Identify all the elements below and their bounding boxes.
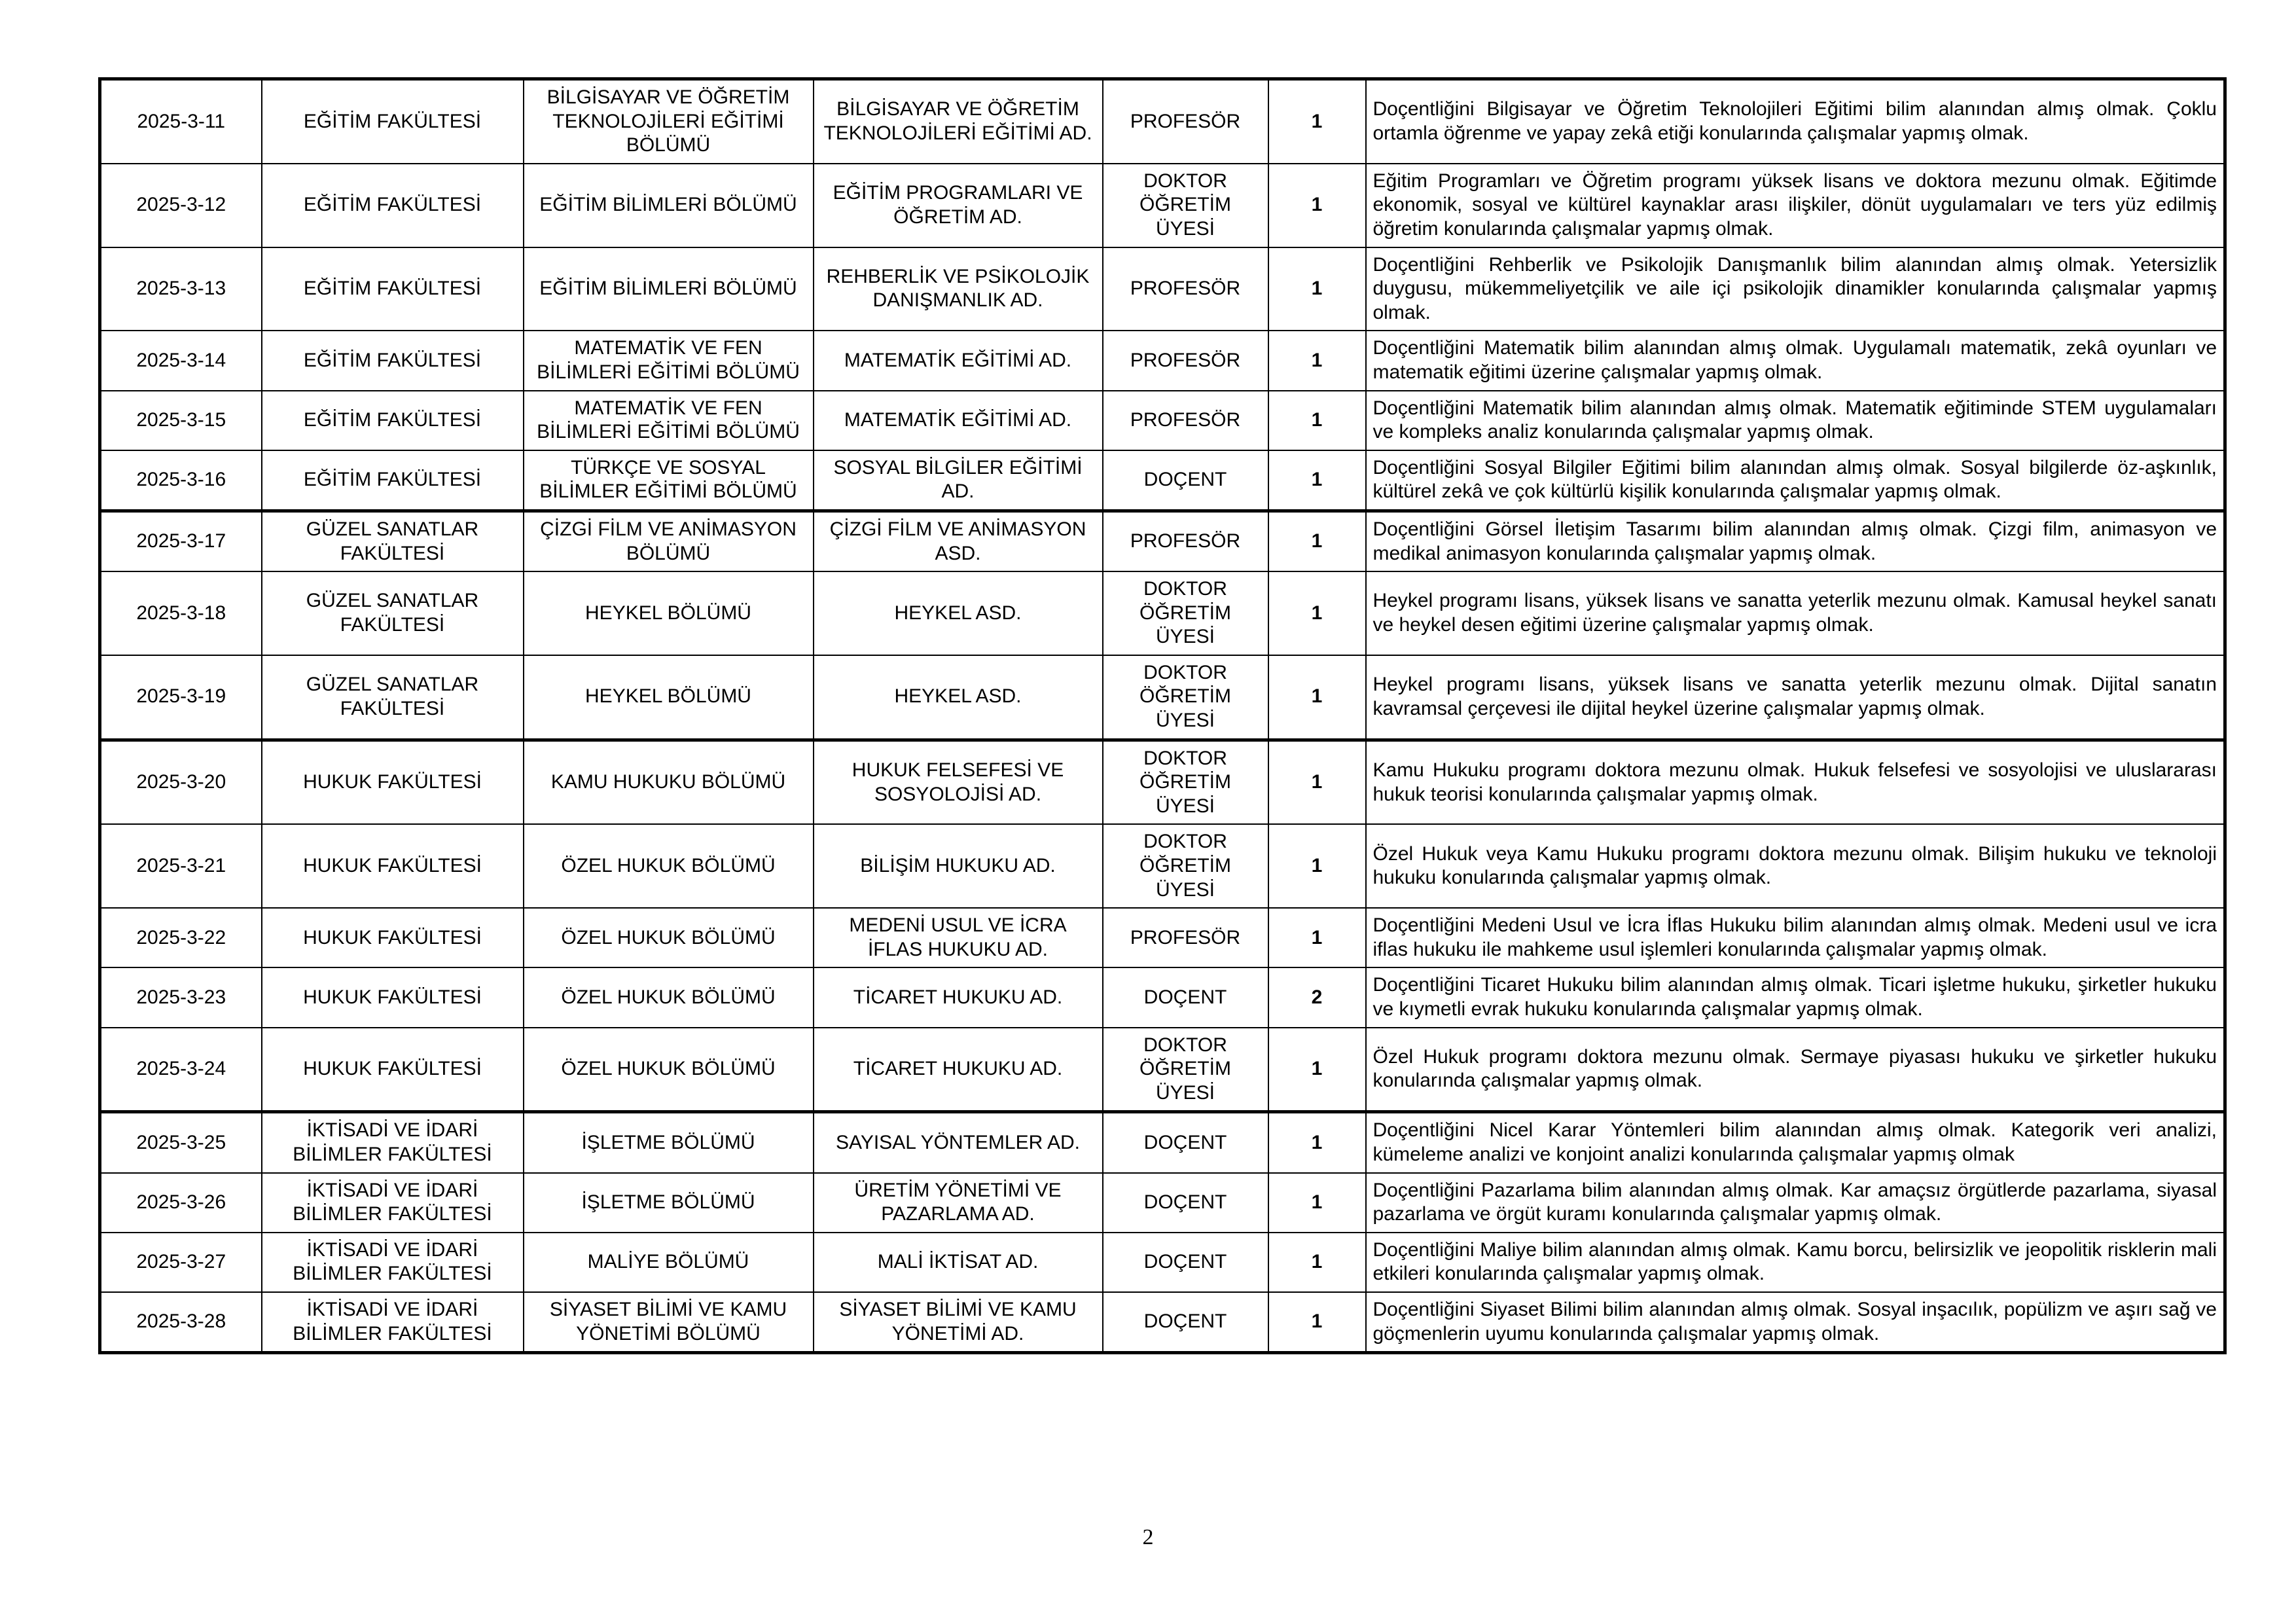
cell-bolum: İŞLETME BÖLÜMÜ bbox=[524, 1112, 814, 1173]
cell-anabilim-dali: HEYKEL ASD. bbox=[814, 571, 1103, 655]
cell-unvan: PROFESÖR bbox=[1103, 908, 1268, 967]
cell-adet: 1 bbox=[1268, 391, 1366, 450]
cell-ilan-kodu: 2025-3-19 bbox=[100, 655, 262, 740]
cell-adet: 1 bbox=[1268, 655, 1366, 740]
cell-unvan: DOÇENT bbox=[1103, 1173, 1268, 1233]
cell-aciklama: Doçentliğini Görsel İletişim Tasarımı bilim alanından almış olmak. Çizgi film, animasyon ve medikal animasyon konularında çalışmalar yapmış olmak. bbox=[1366, 511, 2225, 571]
cell-aciklama: Heykel programı lisans, yüksek lisans ve sanatta yeterlik mezunu olmak. Dijital sanatın kavramsal çerçevesi ile dijital heykel üzerine çalışmalar yapmış olmak. bbox=[1366, 655, 2225, 740]
cell-aciklama: Doçentliğini Sosyal Bilgiler Eğitimi bilim alanından almış olmak. Sosyal bilgilerde öz-aşkınlık, kültürel zekâ ve çok kültürlü kişilik konularında çalışmalar yapmış olmak. bbox=[1366, 450, 2225, 511]
table-row bbox=[100, 450, 2225, 511]
cell-anabilim-dali: EĞİTİM PROGRAMLARI VE ÖĞRETİM AD. bbox=[814, 164, 1103, 247]
cell-ilan-kodu: 2025-3-22 bbox=[100, 908, 262, 967]
cell-adet: 1 bbox=[1268, 450, 1366, 511]
cell-unvan: DOKTOR ÖĞRETİM ÜYESİ bbox=[1103, 1028, 1268, 1112]
cell-ilan-kodu: 2025-3-11 bbox=[100, 79, 262, 164]
cell-bolum: TÜRKÇE VE SOSYAL BİLİMLER EĞİTİMİ BÖLÜMÜ bbox=[524, 450, 814, 511]
cell-fakulte: EĞİTİM FAKÜLTESİ bbox=[262, 331, 524, 390]
cell-anabilim-dali: REHBERLİK VE PSİKOLOJİK DANIŞMANLIK AD. bbox=[814, 247, 1103, 331]
cell-ilan-kodu: 2025-3-21 bbox=[100, 824, 262, 908]
cell-ilan-kodu: 2025-3-12 bbox=[100, 164, 262, 247]
cell-aciklama: Doçentliğini Bilgisayar ve Öğretim Teknolojileri Eğitimi bilim alanından almış olmak. Çoklu ortamla öğrenme ve yapay zekâ etiği konularında çalışmalar yapmış olmak. bbox=[1366, 79, 2225, 164]
cell-adet: 1 bbox=[1268, 1173, 1366, 1233]
cell-ilan-kodu: 2025-3-15 bbox=[100, 391, 262, 450]
table-row bbox=[100, 1292, 2225, 1353]
cell-fakulte: İKTİSADİ VE İDARİ BİLİMLER FAKÜLTESİ bbox=[262, 1173, 524, 1233]
cell-ilan-kodu: 2025-3-28 bbox=[100, 1292, 262, 1353]
cell-anabilim-dali: TİCARET HUKUKU AD. bbox=[814, 967, 1103, 1027]
cell-bolum: ÖZEL HUKUK BÖLÜMÜ bbox=[524, 967, 814, 1027]
cell-adet: 2 bbox=[1268, 967, 1366, 1027]
cell-unvan: PROFESÖR bbox=[1103, 331, 1268, 390]
cell-aciklama: Doçentliğini Matematik bilim alanından almış olmak. Matematik eğitiminde STEM uygulamaları ve kompleks analiz konularında çalışmalar yapmış olmak. bbox=[1366, 391, 2225, 450]
cell-unvan: PROFESÖR bbox=[1103, 247, 1268, 331]
table-body bbox=[100, 79, 2225, 1353]
cell-anabilim-dali: ÜRETİM YÖNETİMİ VE PAZARLAMA AD. bbox=[814, 1173, 1103, 1233]
cell-unvan: DOKTOR ÖĞRETİM ÜYESİ bbox=[1103, 655, 1268, 740]
cell-adet: 1 bbox=[1268, 164, 1366, 247]
table-row bbox=[100, 655, 2225, 740]
cell-unvan: DOKTOR ÖĞRETİM ÜYESİ bbox=[1103, 824, 1268, 908]
cell-anabilim-dali: SAYISAL YÖNTEMLER AD. bbox=[814, 1112, 1103, 1173]
cell-unvan: DOÇENT bbox=[1103, 450, 1268, 511]
table-row bbox=[100, 1173, 2225, 1233]
cell-bolum: MATEMATİK VE FEN BİLİMLERİ EĞİTİMİ BÖLÜMÜ bbox=[524, 331, 814, 390]
cell-bolum: HEYKEL BÖLÜMÜ bbox=[524, 571, 814, 655]
cell-anabilim-dali: SİYASET BİLİMİ VE KAMU YÖNETİMİ AD. bbox=[814, 1292, 1103, 1353]
cell-bolum: MATEMATİK VE FEN BİLİMLERİ EĞİTİMİ BÖLÜMÜ bbox=[524, 391, 814, 450]
cell-bolum: ÇİZGİ FİLM VE ANİMASYON BÖLÜMÜ bbox=[524, 511, 814, 571]
cell-fakulte: EĞİTİM FAKÜLTESİ bbox=[262, 450, 524, 511]
cell-ilan-kodu: 2025-3-23 bbox=[100, 967, 262, 1027]
cell-anabilim-dali: MATEMATİK EĞİTİMİ AD. bbox=[814, 331, 1103, 390]
cell-aciklama: Doçentliğini Matematik bilim alanından almış olmak. Uygulamalı matematik, zekâ oyunları ve matematik eğitimi üzerine çalışmalar yapmış olmak. bbox=[1366, 331, 2225, 390]
cell-fakulte: HUKUK FAKÜLTESİ bbox=[262, 824, 524, 908]
cell-adet: 1 bbox=[1268, 740, 1366, 824]
cell-adet: 1 bbox=[1268, 511, 1366, 571]
cell-adet: 1 bbox=[1268, 79, 1366, 164]
cell-adet: 1 bbox=[1268, 1028, 1366, 1112]
cell-aciklama: Doçentliğini Nicel Karar Yöntemleri bilim alanından almış olmak. Kategorik veri analizi, kümeleme analizi ve konjoint analizi konularında çalışmalar yapmış olmak bbox=[1366, 1112, 2225, 1173]
cell-fakulte: EĞİTİM FAKÜLTESİ bbox=[262, 391, 524, 450]
cell-aciklama: Doçentliğini Medeni Usul ve İcra İflas Hukuku bilim alanından almış olmak. Medeni usul ve icra iflas hukuku ile mahkeme usul işlemleri konularında çalışmalar yapmış olmak. bbox=[1366, 908, 2225, 967]
cell-anabilim-dali: SOSYAL BİLGİLER EĞİTİMİ AD. bbox=[814, 450, 1103, 511]
cell-aciklama: Doçentliğini Pazarlama bilim alanından almış olmak. Kar amaçsız örgütlerde pazarlama, siyasal pazarlama ve örgüt kuramı konularında çalışmalar yapmış olmak. bbox=[1366, 1173, 2225, 1233]
cell-aciklama: Doçentliğini Rehberlik ve Psikolojik Danışmanlık bilim alanından almış olmak. Yetersizlik duygusu, mükemmeliyetçilik ve aile içi psikolojik dinamikler konularında çalışmalar yapmış olmak. bbox=[1366, 247, 2225, 331]
cell-anabilim-dali: ÇİZGİ FİLM VE ANİMASYON ASD. bbox=[814, 511, 1103, 571]
cell-fakulte: EĞİTİM FAKÜLTESİ bbox=[262, 247, 524, 331]
cell-adet: 1 bbox=[1268, 908, 1366, 967]
cell-fakulte: İKTİSADİ VE İDARİ BİLİMLER FAKÜLTESİ bbox=[262, 1233, 524, 1292]
cell-ilan-kodu: 2025-3-14 bbox=[100, 331, 262, 390]
cell-unvan: DOKTOR ÖĞRETİM ÜYESİ bbox=[1103, 740, 1268, 824]
cell-adet: 1 bbox=[1268, 1292, 1366, 1353]
cell-fakulte: GÜZEL SANATLAR FAKÜLTESİ bbox=[262, 655, 524, 740]
cell-unvan: PROFESÖR bbox=[1103, 391, 1268, 450]
cell-aciklama: Doçentliğini Ticaret Hukuku bilim alanından almış olmak. Ticari işletme hukuku, şirketler hukuku ve kıymetli evrak hukuku konularında çalışmalar yapmış olmak. bbox=[1366, 967, 2225, 1027]
table-row bbox=[100, 571, 2225, 655]
cell-unvan: PROFESÖR bbox=[1103, 511, 1268, 571]
cell-aciklama: Kamu Hukuku programı doktora mezunu olmak. Hukuk felsefesi ve sosyolojisi ve uluslararası hukuk teorisi konularında çalışmalar yapmış olmak. bbox=[1366, 740, 2225, 824]
cell-fakulte: HUKUK FAKÜLTESİ bbox=[262, 908, 524, 967]
cell-unvan: DOKTOR ÖĞRETİM ÜYESİ bbox=[1103, 571, 1268, 655]
cell-adet: 1 bbox=[1268, 331, 1366, 390]
cell-ilan-kodu: 2025-3-27 bbox=[100, 1233, 262, 1292]
cell-bolum: EĞİTİM BİLİMLERİ BÖLÜMÜ bbox=[524, 164, 814, 247]
cell-bolum: HEYKEL BÖLÜMÜ bbox=[524, 655, 814, 740]
cell-anabilim-dali: HEYKEL ASD. bbox=[814, 655, 1103, 740]
cell-fakulte: İKTİSADİ VE İDARİ BİLİMLER FAKÜLTESİ bbox=[262, 1292, 524, 1353]
cell-bolum: MALİYE BÖLÜMÜ bbox=[524, 1233, 814, 1292]
table-row bbox=[100, 1028, 2225, 1112]
cell-unvan: DOÇENT bbox=[1103, 1233, 1268, 1292]
cell-unvan: PROFESÖR bbox=[1103, 79, 1268, 164]
table-row bbox=[100, 391, 2225, 450]
table-row bbox=[100, 967, 2225, 1027]
table-row bbox=[100, 511, 2225, 571]
cell-fakulte: HUKUK FAKÜLTESİ bbox=[262, 1028, 524, 1112]
cell-anabilim-dali: MEDENİ USUL VE İCRA İFLAS HUKUKU AD. bbox=[814, 908, 1103, 967]
cell-adet: 1 bbox=[1268, 571, 1366, 655]
academic-positions-table bbox=[98, 77, 2227, 1354]
cell-ilan-kodu: 2025-3-16 bbox=[100, 450, 262, 511]
table-row bbox=[100, 740, 2225, 824]
table-row bbox=[100, 247, 2225, 331]
cell-bolum: ÖZEL HUKUK BÖLÜMÜ bbox=[524, 1028, 814, 1112]
cell-ilan-kodu: 2025-3-13 bbox=[100, 247, 262, 331]
cell-unvan: DOÇENT bbox=[1103, 1112, 1268, 1173]
cell-aciklama: Özel Hukuk veya Kamu Hukuku programı doktora mezunu olmak. Bilişim hukuku ve teknoloji hukuku konularında çalışmalar yapmış olmak. bbox=[1366, 824, 2225, 908]
cell-ilan-kodu: 2025-3-17 bbox=[100, 511, 262, 571]
cell-unvan: DOÇENT bbox=[1103, 967, 1268, 1027]
table-row bbox=[100, 164, 2225, 247]
cell-anabilim-dali: MALİ İKTİSAT AD. bbox=[814, 1233, 1103, 1292]
cell-ilan-kodu: 2025-3-25 bbox=[100, 1112, 262, 1173]
cell-unvan: DOÇENT bbox=[1103, 1292, 1268, 1353]
cell-fakulte: GÜZEL SANATLAR FAKÜLTESİ bbox=[262, 571, 524, 655]
cell-fakulte: İKTİSADİ VE İDARİ BİLİMLER FAKÜLTESİ bbox=[262, 1112, 524, 1173]
cell-anabilim-dali: HUKUK FELSEFESİ VE SOSYOLOJİSİ AD. bbox=[814, 740, 1103, 824]
cell-ilan-kodu: 2025-3-20 bbox=[100, 740, 262, 824]
cell-anabilim-dali: BİLİŞİM HUKUKU AD. bbox=[814, 824, 1103, 908]
cell-aciklama: Doçentliğini Maliye bilim alanından almış olmak. Kamu borcu, belirsizlik ve jeopolitik risklerin mali etkileri konularında çalışmalar yapmış olmak. bbox=[1366, 1233, 2225, 1292]
cell-bolum: İŞLETME BÖLÜMÜ bbox=[524, 1173, 814, 1233]
cell-ilan-kodu: 2025-3-18 bbox=[100, 571, 262, 655]
cell-bolum: SİYASET BİLİMİ VE KAMU YÖNETİMİ BÖLÜMÜ bbox=[524, 1292, 814, 1353]
cell-ilan-kodu: 2025-3-24 bbox=[100, 1028, 262, 1112]
table-row bbox=[100, 1112, 2225, 1173]
table-row bbox=[100, 1233, 2225, 1292]
cell-bolum: ÖZEL HUKUK BÖLÜMÜ bbox=[524, 908, 814, 967]
cell-aciklama: Özel Hukuk programı doktora mezunu olmak. Sermaye piyasası hukuku ve şirketler hukuku konularında çalışmalar yapmış olmak. bbox=[1366, 1028, 2225, 1112]
cell-adet: 1 bbox=[1268, 1112, 1366, 1173]
cell-anabilim-dali: MATEMATİK EĞİTİMİ AD. bbox=[814, 391, 1103, 450]
cell-fakulte: HUKUK FAKÜLTESİ bbox=[262, 740, 524, 824]
table-row bbox=[100, 331, 2225, 390]
cell-fakulte: EĞİTİM FAKÜLTESİ bbox=[262, 164, 524, 247]
table-row bbox=[100, 824, 2225, 908]
cell-aciklama: Doçentliğini Siyaset Bilimi bilim alanından almış olmak. Sosyal inşacılık, popülizm ve aşırı sağ ve göçmenlerin uyumu konularında çalışmalar yapmış olmak. bbox=[1366, 1292, 2225, 1353]
cell-aciklama: Eğitim Programları ve Öğretim programı yüksek lisans ve doktora mezunu olmak. Eğitimde ekonomik, sosyal ve kültürel kaynaklar arası ilişkiler, dönüt uygulamaları ve ters yüz edilmiş öğretim konularında çalışmalar yapmış olmak. bbox=[1366, 164, 2225, 247]
cell-bolum: ÖZEL HUKUK BÖLÜMÜ bbox=[524, 824, 814, 908]
cell-adet: 1 bbox=[1268, 824, 1366, 908]
cell-bolum: BİLGİSAYAR VE ÖĞRETİM TEKNOLOJİLERİ EĞİTİMİ BÖLÜMÜ bbox=[524, 79, 814, 164]
cell-unvan: DOKTOR ÖĞRETİM ÜYESİ bbox=[1103, 164, 1268, 247]
page-number: 2 bbox=[1142, 1525, 1154, 1549]
cell-fakulte: HUKUK FAKÜLTESİ bbox=[262, 967, 524, 1027]
cell-anabilim-dali: TİCARET HUKUKU AD. bbox=[814, 1028, 1103, 1112]
table-row bbox=[100, 79, 2225, 164]
cell-bolum: KAMU HUKUKU BÖLÜMÜ bbox=[524, 740, 814, 824]
cell-adet: 1 bbox=[1268, 247, 1366, 331]
cell-aciklama: Heykel programı lisans, yüksek lisans ve sanatta yeterlik mezunu olmak. Kamusal heykel sanatı ve heykel desen eğitimi üzerine çalışmalar yapmış olmak. bbox=[1366, 571, 2225, 655]
cell-adet: 1 bbox=[1268, 1233, 1366, 1292]
cell-bolum: EĞİTİM BİLİMLERİ BÖLÜMÜ bbox=[524, 247, 814, 331]
cell-ilan-kodu: 2025-3-26 bbox=[100, 1173, 262, 1233]
cell-fakulte: GÜZEL SANATLAR FAKÜLTESİ bbox=[262, 511, 524, 571]
cell-anabilim-dali: BİLGİSAYAR VE ÖĞRETİM TEKNOLOJİLERİ EĞİTİMİ AD. bbox=[814, 79, 1103, 164]
table-row bbox=[100, 908, 2225, 967]
cell-fakulte: EĞİTİM FAKÜLTESİ bbox=[262, 79, 524, 164]
